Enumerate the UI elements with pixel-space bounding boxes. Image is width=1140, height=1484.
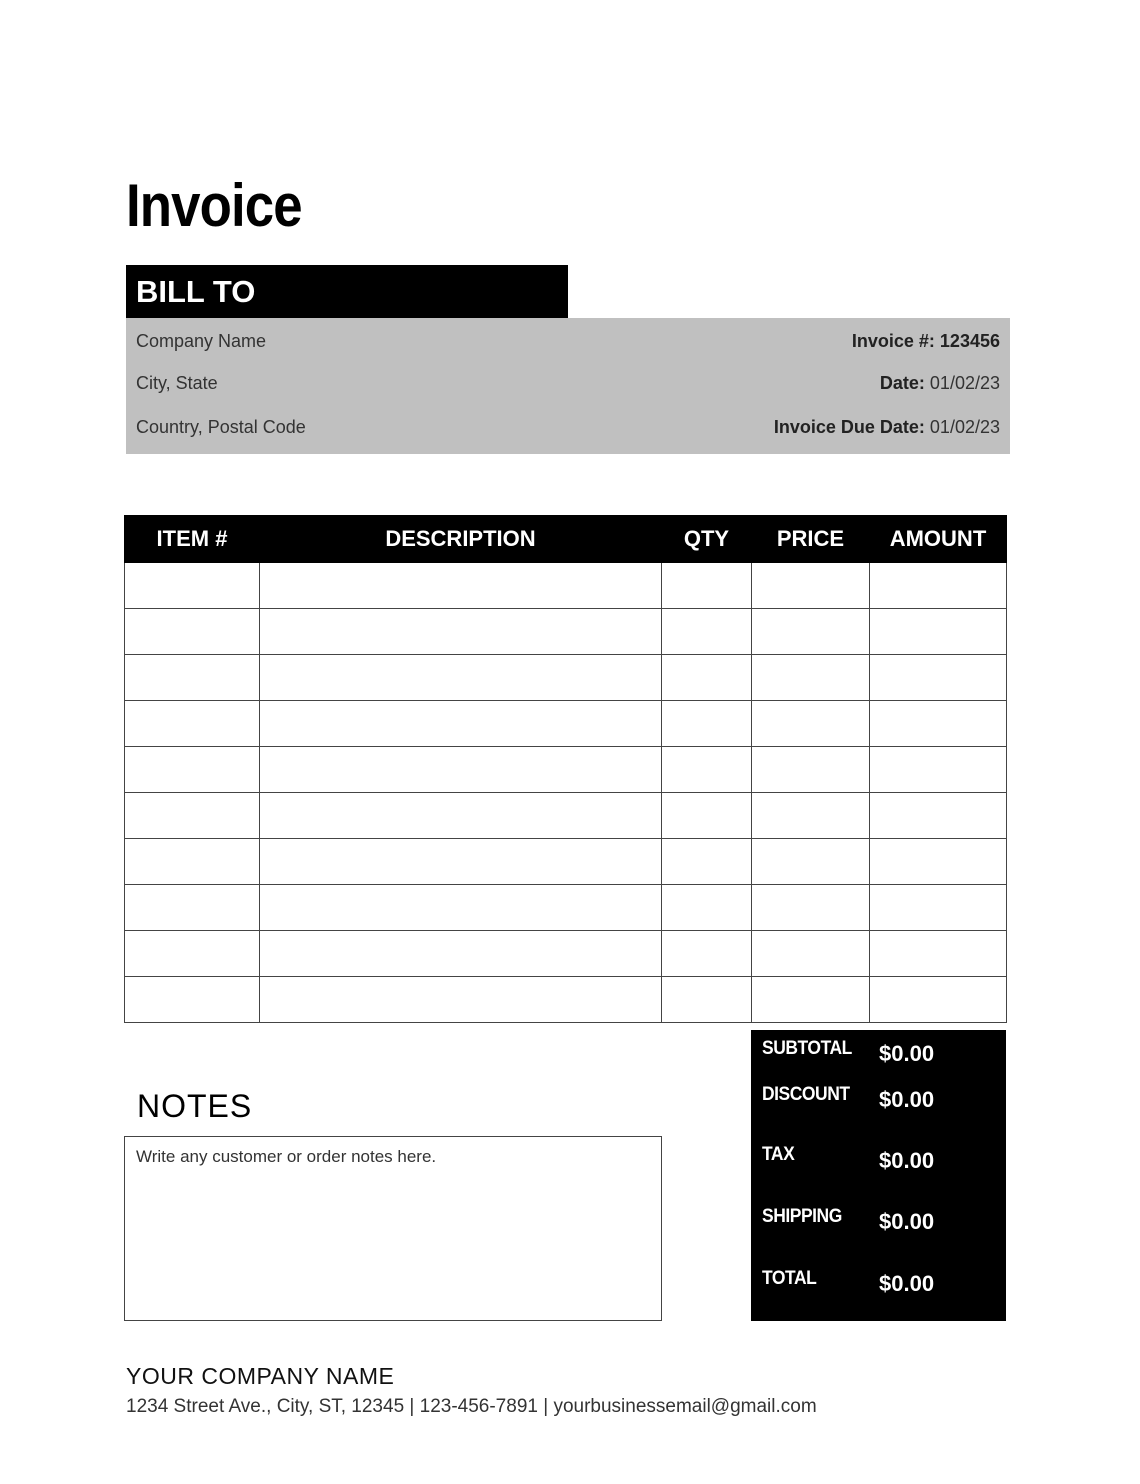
- table-row: [125, 609, 1007, 655]
- price-cell[interactable]: [752, 931, 870, 977]
- item-number-cell[interactable]: [125, 747, 260, 793]
- page-title: Invoice: [126, 172, 302, 239]
- column-header-amount: AMOUNT: [870, 516, 1007, 563]
- item-number-cell[interactable]: [125, 793, 260, 839]
- table-row: [125, 977, 1007, 1023]
- amount-cell[interactable]: [870, 563, 1007, 609]
- invoice-due-date[interactable]: [774, 416, 1000, 438]
- qty-cell[interactable]: [662, 747, 752, 793]
- description-cell[interactable]: [260, 885, 662, 931]
- subtotal-label: SUBTOTAL: [762, 1038, 852, 1059]
- description-cell[interactable]: [260, 977, 662, 1023]
- price-cell[interactable]: [752, 885, 870, 931]
- subtotal-value: $0.00: [879, 1041, 935, 1066]
- description-cell[interactable]: [260, 747, 662, 793]
- amount-cell[interactable]: [870, 701, 1007, 747]
- invoice-due-date-label: Invoice Due Date:: [773, 417, 925, 437]
- item-number-cell[interactable]: [125, 977, 260, 1023]
- table-row: [125, 885, 1007, 931]
- description-cell[interactable]: [260, 793, 662, 839]
- invoice-date-label: Date:: [879, 373, 925, 393]
- footer-contact-info: 1234 Street Ave., City, ST, 12345 | 123-456-7891 | yourbusinessemail@gmail.com: [126, 1396, 817, 1417]
- table-header-row: [125, 516, 1007, 563]
- table-row: [125, 747, 1007, 793]
- invoice-number-label: Invoice #:: [851, 331, 935, 351]
- invoice-number-value: 123456: [939, 331, 1000, 351]
- qty-cell[interactable]: [662, 609, 752, 655]
- item-number-cell[interactable]: [125, 563, 260, 609]
- items-table: [124, 515, 1007, 1023]
- totals-box: [751, 1030, 1006, 1321]
- notes-box[interactable]: Write any customer or order notes here.: [124, 1136, 662, 1321]
- invoice-date[interactable]: [880, 372, 1000, 394]
- shipping-label: SHIPPING: [762, 1206, 842, 1227]
- notes-title: NOTES: [137, 1088, 253, 1124]
- column-header-description: DESCRIPTION: [260, 516, 662, 563]
- column-header-qty: QTY: [662, 516, 752, 563]
- price-cell[interactable]: [752, 701, 870, 747]
- description-cell[interactable]: [260, 839, 662, 885]
- tax-label: TAX: [762, 1144, 795, 1165]
- description-cell[interactable]: [260, 701, 662, 747]
- discount-label: DISCOUNT: [762, 1084, 850, 1105]
- price-cell[interactable]: [752, 793, 870, 839]
- price-cell[interactable]: [752, 977, 870, 1023]
- item-number-cell[interactable]: [125, 701, 260, 747]
- amount-cell[interactable]: [870, 839, 1007, 885]
- item-number-cell[interactable]: [125, 931, 260, 977]
- item-number-cell[interactable]: [125, 839, 260, 885]
- table-row: [125, 701, 1007, 747]
- qty-cell[interactable]: [662, 701, 752, 747]
- qty-cell[interactable]: [662, 655, 752, 701]
- price-cell[interactable]: [752, 655, 870, 701]
- column-header-price: PRICE: [752, 516, 870, 563]
- qty-cell[interactable]: [662, 885, 752, 931]
- amount-cell[interactable]: [870, 747, 1007, 793]
- description-cell[interactable]: [260, 931, 662, 977]
- description-cell[interactable]: [260, 563, 662, 609]
- price-cell[interactable]: [752, 747, 870, 793]
- description-cell[interactable]: [260, 655, 662, 701]
- amount-cell[interactable]: [870, 793, 1007, 839]
- item-number-cell[interactable]: [125, 609, 260, 655]
- invoice-date-value: 01/02/23: [929, 373, 1000, 393]
- amount-cell[interactable]: [870, 931, 1007, 977]
- items-table-body: [125, 563, 1007, 1023]
- description-cell[interactable]: [260, 609, 662, 655]
- column-header-item-number: ITEM #: [125, 516, 260, 563]
- amount-cell[interactable]: [870, 609, 1007, 655]
- total-label: TOTAL: [762, 1268, 817, 1289]
- qty-cell[interactable]: [662, 563, 752, 609]
- table-row: [125, 563, 1007, 609]
- bill-to-company[interactable]: Company Name: [136, 331, 267, 351]
- invoice-number[interactable]: [852, 330, 1000, 352]
- bill-to-panel: [126, 318, 1010, 454]
- price-cell[interactable]: [752, 563, 870, 609]
- amount-cell[interactable]: [870, 977, 1007, 1023]
- amount-cell[interactable]: [870, 885, 1007, 931]
- amount-cell[interactable]: [870, 655, 1007, 701]
- tax-value: $0.00: [879, 1148, 935, 1173]
- qty-cell[interactable]: [662, 977, 752, 1023]
- item-number-cell[interactable]: [125, 655, 260, 701]
- qty-cell[interactable]: [662, 931, 752, 977]
- bill-to-country-postal[interactable]: Country, Postal Code: [136, 417, 306, 437]
- total-value: $0.00: [879, 1271, 935, 1296]
- price-cell[interactable]: [752, 839, 870, 885]
- bill-to-header: BILL TO: [126, 265, 568, 318]
- table-row: [125, 655, 1007, 701]
- footer-company-name: YOUR COMPANY NAME: [126, 1363, 395, 1389]
- item-number-cell[interactable]: [125, 885, 260, 931]
- bill-to-city-state[interactable]: City, State: [136, 373, 218, 393]
- qty-cell[interactable]: [662, 839, 752, 885]
- price-cell[interactable]: [752, 609, 870, 655]
- shipping-value: $0.00: [879, 1209, 935, 1234]
- table-row: [125, 839, 1007, 885]
- table-row: [125, 793, 1007, 839]
- table-row: [125, 931, 1007, 977]
- discount-value: $0.00: [879, 1087, 935, 1112]
- invoice-due-date-value: 01/02/23: [929, 417, 1000, 437]
- qty-cell[interactable]: [662, 793, 752, 839]
